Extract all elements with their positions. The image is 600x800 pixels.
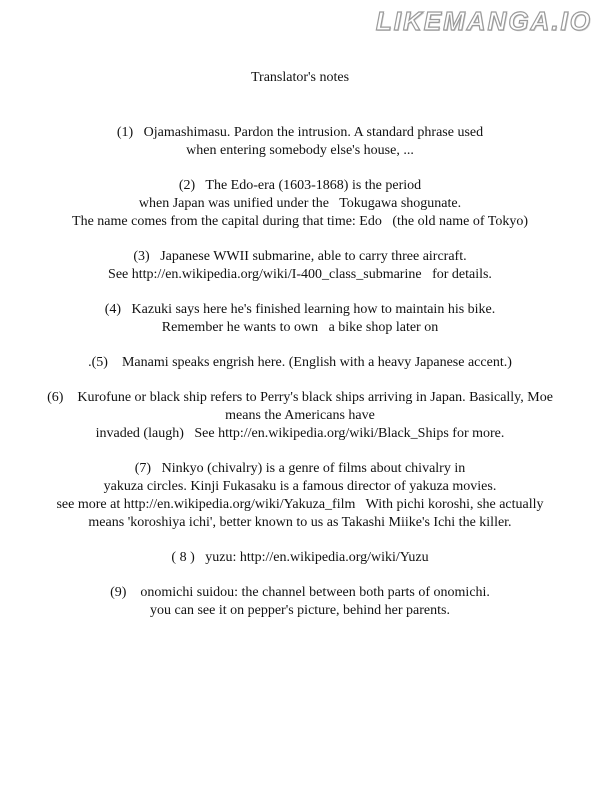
note-line: Remember he wants to own a bike shop later on [161,320,439,335]
note-line: (3) Japanese WWII submarine, able to carry three aircraft. [133,249,467,264]
note-8 [0,549,600,567]
note-line: (1) Ojamashimasu. Pardon the intrusion. A standard phrase used [116,125,484,140]
note-line: you can see it on pepper's picture, behind her parents. [150,603,450,618]
note-line: (4) Kazuki says here he's finished learning how to maintain his bike. [104,302,496,317]
note-3 [0,248,600,284]
note-line: when Japan was unified under the Tokugawa shogunate. [138,196,462,211]
note-line: invaded (laugh) See http://en.wikipedia.org/wiki/Black_Ships for more. [95,426,505,441]
note-line: (9) onomichi suidou: the channel between both parts of onomichi. [110,585,490,600]
note-7 [0,460,600,532]
note-6 [0,389,600,443]
note-9 [0,584,600,620]
note-line: see more at http://en.wikipedia.org/wiki/Yakuza_film With pichi koroshi, she actually [56,497,544,512]
note-line: (7) Ninkyo (chivalry) is a genre of films about chivalry in [134,461,466,476]
site-watermark: LIKEMANGA.IO [375,6,592,36]
note-4 [0,301,600,337]
note-5 [0,354,600,372]
note-line: ( 8 ) yuzu: http://en.wikipedia.org/wiki/Yuzu [171,550,429,565]
note-line: when entering somebody else's house, ... [186,143,414,158]
note-line: .(5) Manami speaks engrish here. (English with a heavy Japanese accent.) [88,355,512,370]
note-line: (2) The Edo-era (1603-1868) is the period [178,178,422,193]
note-1 [0,124,600,160]
note-line: means the Americans have [225,408,375,423]
note-line: The name comes from the capital during that time: Edo (the old name of Tokyo) [72,214,528,229]
notes-list [0,124,600,637]
note-line: means 'koroshiya ichi', better known to us as Takashi Miike's Ichi the killer. [88,515,512,530]
note-line: See http://en.wikipedia.org/wiki/I-400_class_submarine for details. [108,267,492,282]
note-2 [0,177,600,231]
note-line: yakuza circles. Kinji Fukasaku is a famous director of yakuza movies. [103,479,497,494]
note-line: (6) Kurofune or black ship refers to Perry's black ships arriving in Japan. Basically, Moe [47,390,553,405]
page-title: Translator's notes [250,70,350,85]
